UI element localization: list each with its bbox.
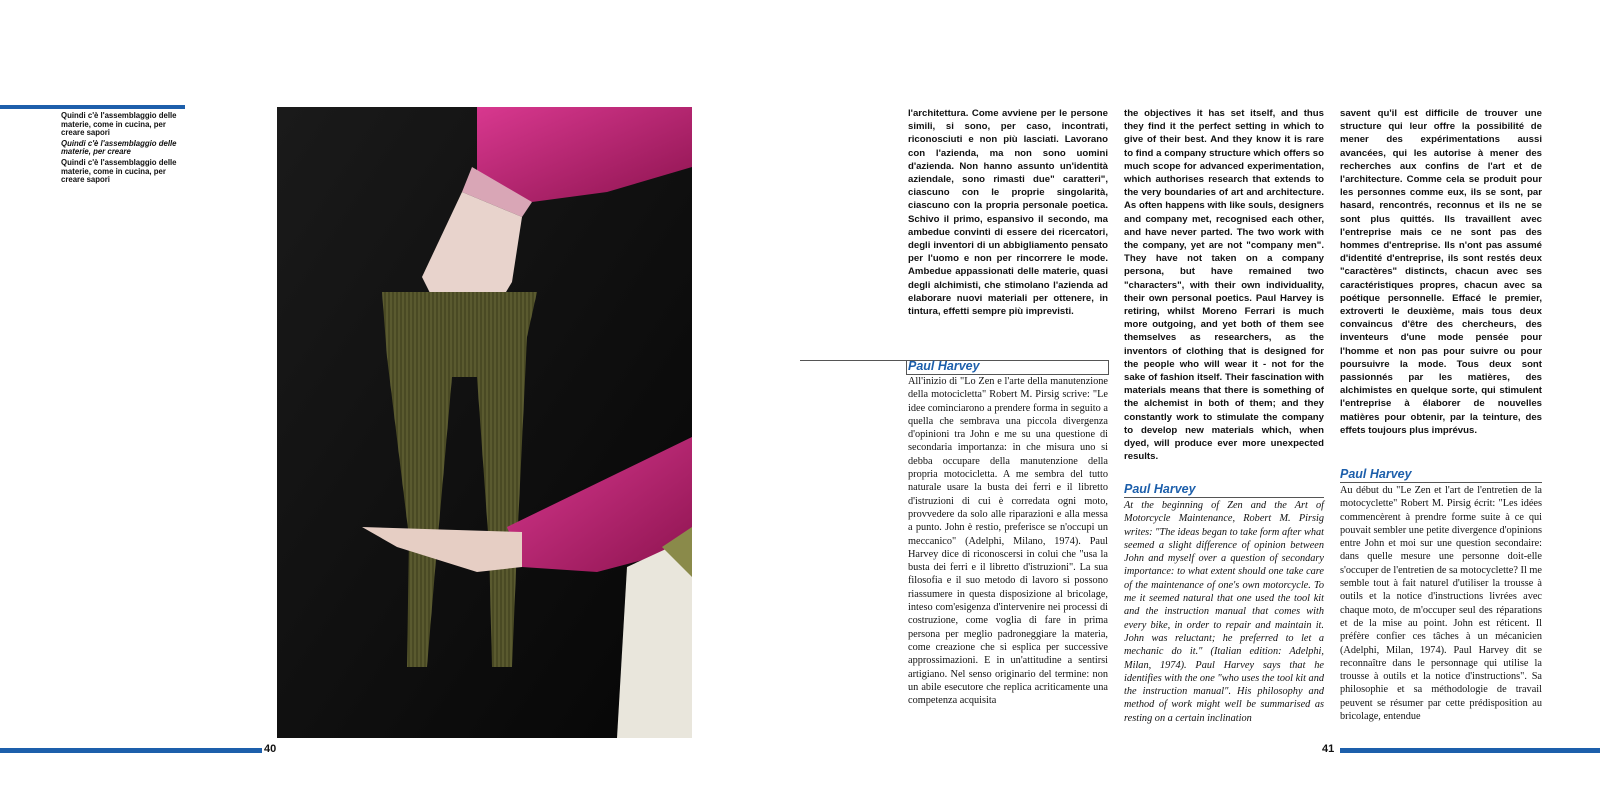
page-number-left: 40 xyxy=(264,743,277,755)
top-left-accent-rule xyxy=(0,105,185,109)
caption-line-1: Quindi c'è l'assemblaggio delle materie, come in cucina, per creare sapori xyxy=(61,111,177,138)
page-number-right: 41 xyxy=(1322,743,1335,755)
english-heading-rule xyxy=(1124,497,1324,498)
french-body-text: Au début du "Le Zen et l'art de l'entretien de la motocyclette" Robert M. Pirsig écrit: "Les idées commencèrent à prendre forme suite à ce qui pouvait sembler une petite divergence d'opinions entre John et moi sur une question secondaire: dans quelle mesure une personne doit-elle s'occuper de l'entretien de sa motocyclette? Il me semble tout à fait naturel d'utiliser la trousse à outils et la notice d'instructions livrées avec chaque moto, de m'occuper seul des réparations et de la mise au point. John est réticent. Il préfère confier ces tâches à un mécanicien (Adelphi, Milan, 1974). Paul Harvey dit se reconnaître dans le personnage qui utilise la trousse à outils et la notice d'instructions". Sa philosophie et sa méthodologie de travail peuvent se résumer par cette prédisposition au bricolage, entendue xyxy=(1340,485,1542,723)
english-section-heading: Paul Harvey xyxy=(1124,482,1196,496)
french-section-heading: Paul Harvey xyxy=(1340,467,1412,481)
italian-heading-rule xyxy=(800,360,908,361)
bottom-right-accent-rule xyxy=(1340,748,1600,753)
english-body-text: At the beginning of Zen and the Art of Motorcycle Maintenance, Robert M. Pirsig writes: "The ideas began to take form after what seemed a slight difference of opinion between John and myself over a question of secondary importance: to what extent should one take care of the maintenance of one's own motorcycle. To me it seemed natural that one used the tool kit and the instruction manual that comes with every bike, in order to repair and maintain it. John was reluctant; he preferred to let a mechanic do it." (Italian edition: Adelphi, Milan, 1974). Paul Harvey says that he identifies with the one "who uses the tool kit and the instruction manual". His philosophy and method of work might well be summarised as resting on a certain inclination xyxy=(1124,500,1324,724)
caption-line-2: Quindi c'è l'assemblaggio delle materie, per creare xyxy=(61,138,177,157)
bottom-left-accent-rule xyxy=(0,748,262,753)
italian-section-heading: Paul Harvey xyxy=(908,359,980,373)
fashion-photo xyxy=(277,107,692,738)
french-heading-rule xyxy=(1340,482,1542,483)
caption-line-3: Quindi c'è l'assemblaggio delle materie, come in cucina, per creare sapori xyxy=(61,157,177,185)
fashion-photo-illustration xyxy=(277,107,692,738)
english-intro-text: the objectives it has set itself, and thus they find it the perfect setting in which to give of their best. And they know it is rare to find a company structure which offers so much scope for advanced experimentation, which authorises research that extends to the very boundaries of art and architecture. As often happens with like souls, designers and company met, recognised each other, and have never parted. The two work with the company, yet are not "company men". They have not taken on a company persona, but have remained two "characters", with their own individuality, their own personal poetics. Paul Harvey is retiring, whilst Moreno Ferrari is much more outgoing, and yet both of them see themselves as researchers, as the inventors of clothing that is designed for the people who will wear it - not for the sake of fashion itself. Their fascination with materials means that there is something of the alchemist in both of them; and they constantly work to stimulate the company to develop new materials which, when dyed, will produce ever more unexpected results. xyxy=(1124,108,1324,463)
italian-intro-text: l'architettura. Come avviene per le persone simili, si sono, per caso, incontrati, riconosciuti e non più lasciati. Lavorano con l'azienda, ma non sono uomini d'azienda. Non hanno assunto un'identità aziendale, sono rimasti due" caratteri", ciascuno con le proprie singolarità, ciascuno con la propria personale poetica. Schivo il primo, espansivo il secondo, ma ambedue convinti di essere dei ricercatori, degli inventori di un abbigliamento pensato per l'uomo e non per rincorrere le mode. Ambedue appassionati delle materie, quasi degli alchimisti, che stimolano l'azienda ad elaborare nuovi materiali per ottenere, in tintura, effetti sempre più imprevisti. xyxy=(908,108,1108,318)
italian-body-text: All'inizio di "Lo Zen e l'arte della manutenzione della motocicletta" Robert M. Pirsig scrive: "Le idee cominciarono a prendere forma in seguito a quella che sembrava una piccola divergenza d'opinioni tra John e me su una questione di secondaria importanza: in che misura uno si debba occupare della manutenzione della propria motocicletta. A me sembra del tutto naturale usare la busta dei ferri e il libretto d'istruzioni di cui è corredata ogni moto, provvedere da solo alle riparazioni e alla messa a punto. John è restio, preferisce se n'occupi un meccanico" (Adelphi, Milano, 1974). Paul Harvey dice di riconoscersi in colui che "usa la busta dei ferri e il libretto d'istruzioni". La sua filosofia e il suo metodo di lavoro si possono riassumere in questa disposizione al bricolage, inteso com'esigenza d'intervenire nei processi di costruzione, come voglia di fare in prima persona per meglio padroneggiare la materia, come creazione che si esplica per successive approssimazioni. E in un'attitudine a sentirsi artigiano. Nel senso originario del termine: non un abile esecutore che replica acriticamente una competenza acquisita xyxy=(908,376,1108,707)
photo-caption xyxy=(61,112,187,187)
french-intro-text: savent qu'il est difficile de trouver une structure qui leur offre la possibilité de mener des expérimentations aussi avancées, qui les autorise à mener des recherches aux confins de l'art et de l'architecture. Comme cela se produit pour les personnes comme eux, ils se sont, par hasard, rencontrés, reconnus et ils ne se sont plus quittés. Ils travaillent avec l'entreprise mais ce ne sont pas des hommes d'entreprise. Ils n'ont pas assumé d'identité d'entreprise, ils sont restés deux "caractères" distincts, chacun avec ses caractéristiques propres, chacun avec sa poétique personnelle. Effacé le premier, extroverti le deuxième, mais tous deux convaincus d'être des chercheurs, des inventeurs d'une mode pensée pour l'homme et non pas pour suivre ou pour poursuivre la mode. Tous deux sont passionnés par les matières, des alchimistes en quelque sorte, qui stimulent l'entreprise à élaborer de nouvelles matières pour obtenir, par la teinture, des effets toujours plus imprévus. xyxy=(1340,108,1542,436)
